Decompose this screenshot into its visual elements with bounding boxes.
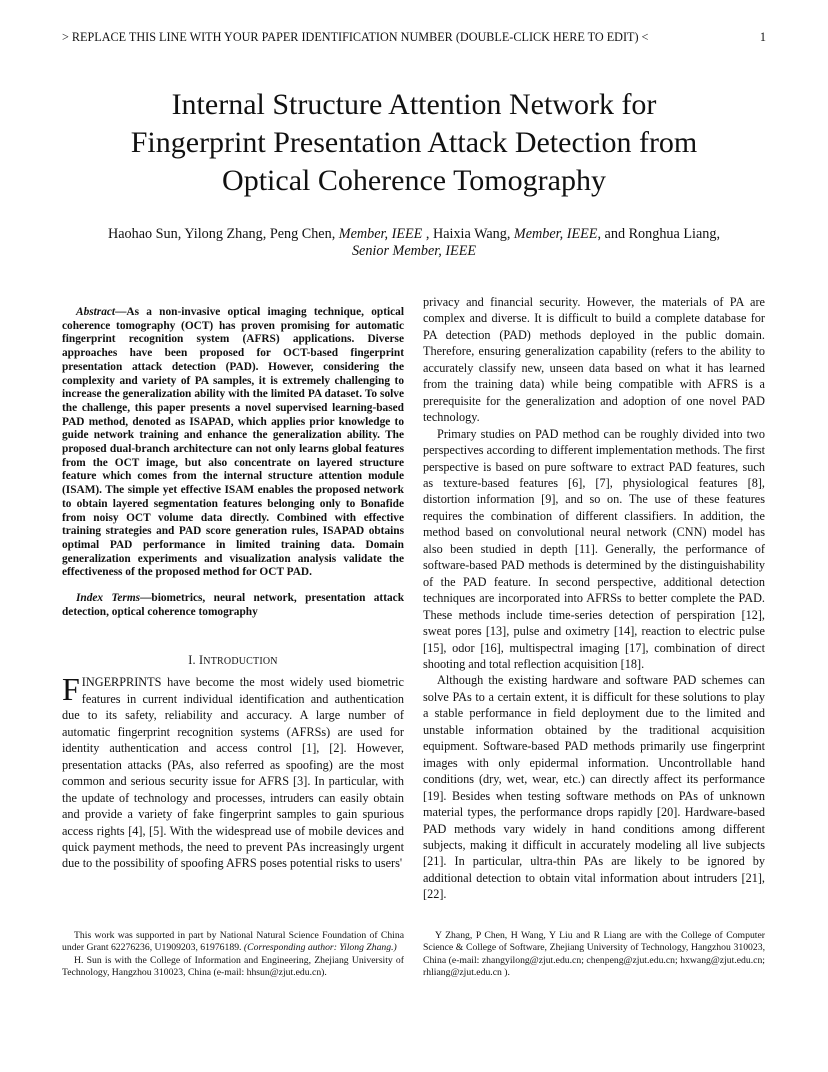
footnote-right	[423, 930, 765, 979]
left-column	[62, 294, 404, 872]
right-column	[423, 294, 765, 903]
author-names: , and Ronghua Liang,	[597, 226, 720, 242]
index-terms-text: —biometrics, neural network, presentation attack detection, optical coherence tomography	[62, 592, 405, 618]
affiliation-note: Y Zhang, P Chen, H Wang, Y Liu and R Liang are with the College of Computer Science & College of Software, Zhejiang University of Technology, Hangzhou 310023, China (e-mail: zhangyilong@zjut.edu.cn; chenpeng@zjut.edu.cn; hxwang@zjut.edu.cn; rhliang@zjut.edu.cn ).	[423, 930, 765, 978]
author-names: Haohao Sun, Yilong Zhang, Peng Chen,	[108, 226, 339, 242]
corresponding-author: (Corresponding author: Yilong Zhang.)	[243, 942, 397, 954]
paper-id-line: > REPLACE THIS LINE WITH YOUR PAPER IDENTIFICATION NUMBER (DOUBLE-CLICK HERE TO EDIT) <	[62, 30, 649, 44]
title-line: Optical Coherence Tomography	[222, 164, 606, 197]
membership: Member, IEEE	[338, 226, 423, 242]
section-heading	[62, 653, 404, 668]
funding-text: This work was supported in part by National Natural Science Foundation of China under Grant 62276236, U1909203, 61976189.	[62, 930, 404, 954]
drop-cap: F	[62, 671, 80, 708]
section-first: I	[199, 653, 204, 668]
paper-title	[80, 86, 748, 200]
footnote-left	[62, 930, 404, 979]
abstract	[62, 306, 404, 580]
intro-paragraph-3: Although the existing hardware and software PAD schemes can solve PAs to a certain extent, it is difficult for these solutions to play a stable performance in field deployment due to the limited and unstable information obtained by the traditional acquisition equipment. Software-based PAD methods primarily use fingerprint images with only epidermal information. Uncontrollable hand conditions (dry, wet, wear, etc.) can directly affect its performance [19]. Besides when testing software methods on PAs of unknown material types, the performance drops rapidly [20]. Hardware-based PAD methods vary widely in hand conditions among different subjects, making it difficult in accurately modeling all live subjects [21]. In particular, ultra-thin PAs are likely to be ignored by additional detection to obtain vital information about intruders [21], [22].	[423, 673, 765, 902]
author-list	[100, 226, 728, 260]
title-line: Fingerprint Presentation Attack Detection from	[130, 126, 698, 159]
membership: Member, IEEE	[513, 226, 598, 242]
intro-caps: INGERPRINTS	[81, 675, 162, 690]
affiliation-note: H. Sun is with the College of Information and Engineering, Zhejiang University of Technology, Hangzhou 310023, China (e-mail: hhsun@zjut.edu.cn).	[62, 954, 404, 978]
section-numeral: I.	[188, 653, 200, 668]
intro-paragraph-1-continued: privacy and financial security. However, the materials of PA are complex and diverse. It is difficult to build a complete database for PA detection (PAD) methods deployed in the public domain. Therefore, ensuring generalization capability (refers to the ability to accurately classify new, unseen data based on what it has learned from the training data) while being compatible with AFRS is a prerequisite for the generalization and adoption of one novel PAD technology.	[423, 295, 765, 425]
intro-paragraph-1	[62, 671, 404, 871]
index-terms-lead: Index Terms	[76, 592, 141, 605]
abstract-lead: Abstract	[76, 306, 116, 318]
intro-text: have become the most widely used biometric features in current individual identification and authentication due to its safety, reliability and accuracy. A large number of automatic fingerprint recognition systems (AFRSs) are used for identity authentication and access control [1], [2]. However, presentation attacks (PAs, also referred as spoofing) are the most common and serious security issue for AFRS [3]. In particular, with the update of technology and processes, intruders can easily obtain and provide a variety of fake fingerprint samples to gain spurious access rights [4], [5]. With the widespread use of mobile devices and quick payment methods, the need to prevent PAs increasingly urgent due to the possibility of spoofing AFRS poses potential risks to users'	[62, 675, 404, 871]
funding-note	[62, 930, 404, 955]
intro-paragraph-2: Primary studies on PAD method can be roughly divided into two perspectives according to different implementation methods. The first perspective is based on pure software to extract PAD features, such as texture-based features [6], [7], physiological features [8], distortion information [9], and so on. The use of these features requires the combination of different classifiers. In addition, the method based on convolutional neural network (CNN) model has also been studied in depth [11]. Generally, the performance of software-based PAD methods is determined by the distinguishability of the PAD feature. In second perspective, additional detection techniques are incorporated into AFRSs to better complete the PAD. These methods include time-series detection of perspiration [12], sweat pores [13], pulse and oximetry [14], reaction to electric pulse [15], odor [16], multispectral imaging [17], combination of direct shooting and total reflection acquisition [18].	[423, 426, 765, 671]
membership: Senior Member, IEEE	[351, 243, 477, 259]
page-number: 1	[759, 30, 766, 44]
section-rest: NTRODUCTION	[203, 656, 278, 668]
abstract-text: —As a non-invasive optical imaging technique, optical coherence tomography (OCT) has proven promising for automatic fingerprint recognition system (AFRS) applications. Diverse approaches have been proposed for OCT-based fingerprint presentation attack detection (PAD). However, considering the complexity and variety of PA samples, it is extremely challenging to increase the generalization ability with the limited PA dataset. To solve the challenge, this paper presents a novel supervised learning-based PAD method, denoted as ISAPAD, which applies prior knowledge to guide network training and enhance the generalization ability. The proposed dual-branch architecture can not only learns global features from the OCT image, but also concentrate on layered structure feature which comes from the internal structure attention module (ISAM). The simple yet effective ISAM enables the proposed network to obtain layered segmentation features belonging only to Bonafide from noisy OCT volume data directly. Combined with effective training strategies and PAD score generation rules, ISAPAD obtains optimal PAD performance in limited training data. Domain generalization experiments and visualization analysis validate the effectiveness of the proposed method for OCT PAD.	[62, 306, 404, 579]
title-line: Internal Structure Attention Network for	[171, 88, 657, 121]
author-names: , Haixia Wang,	[422, 226, 514, 242]
index-terms	[62, 592, 404, 619]
